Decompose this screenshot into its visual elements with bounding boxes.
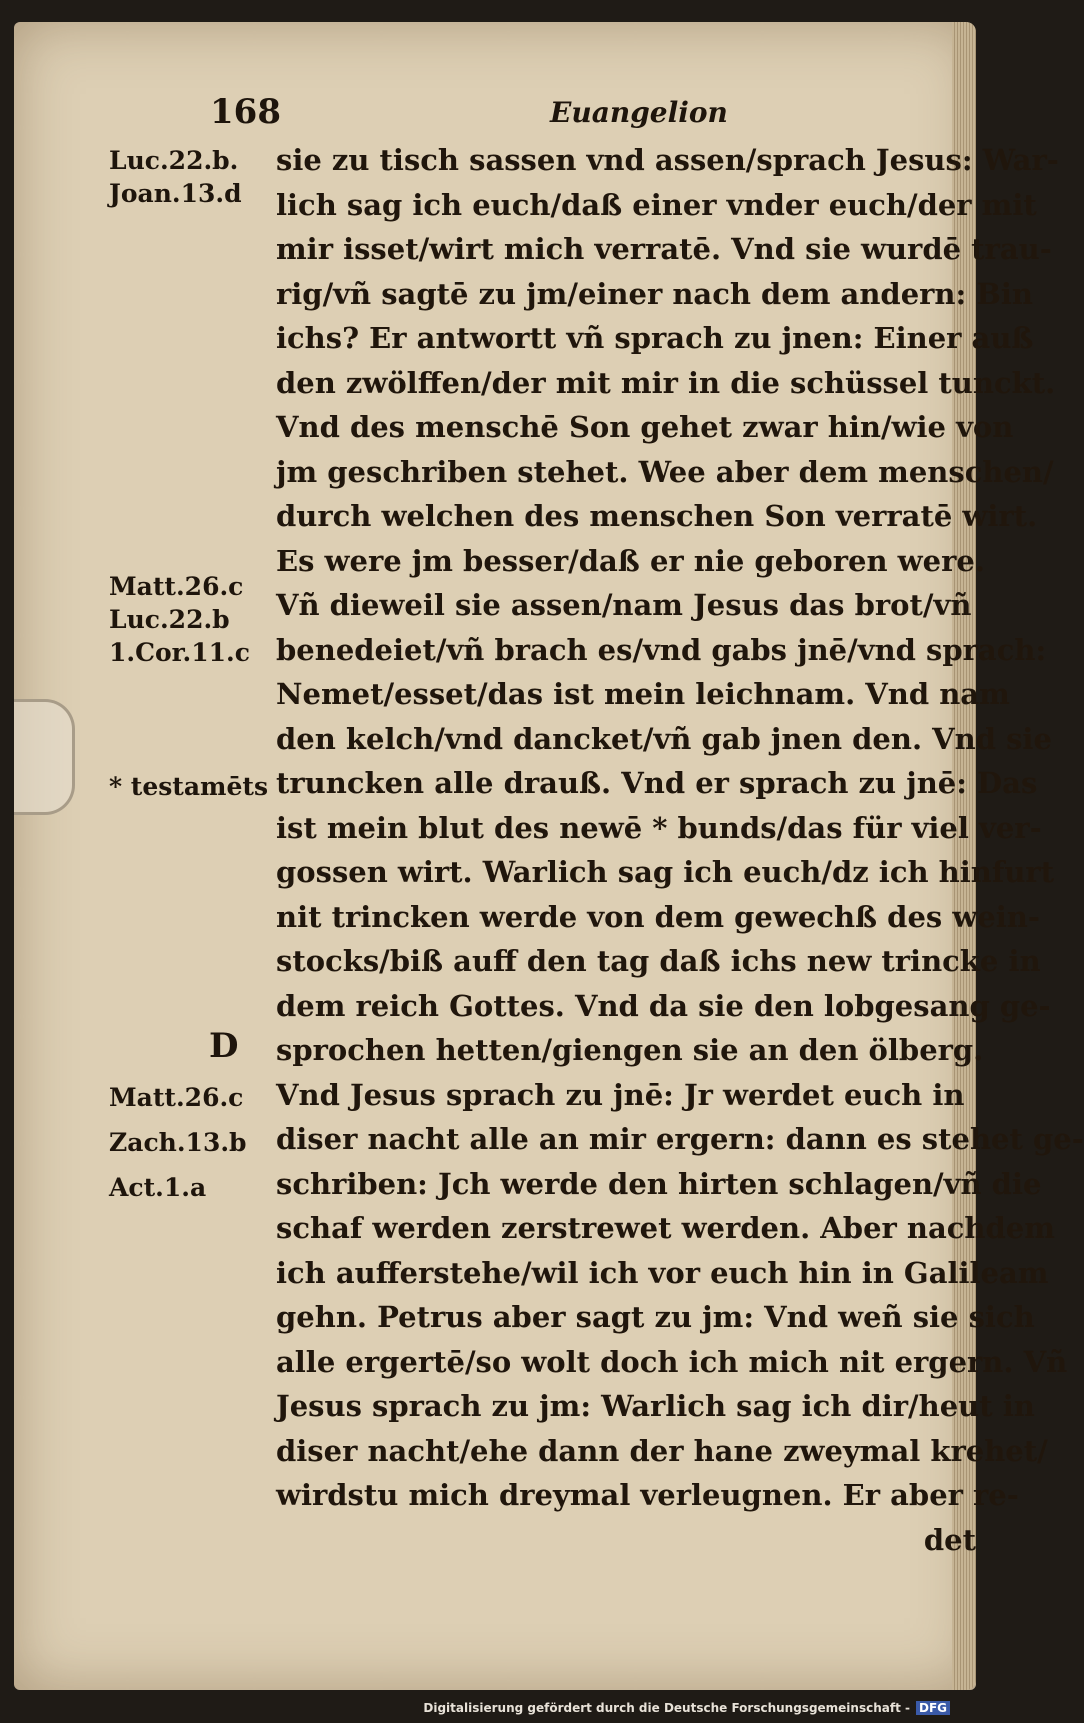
page-number: 168	[210, 92, 281, 132]
text-line: schriben: Jch werde den hirten schlagen/vñ die	[276, 1166, 1042, 1201]
margin-ref: 1.Cor.11.c	[109, 638, 250, 667]
margin-note	[109, 144, 279, 210]
text-line: schaf werden zerstrewet werden. Aber nachdem	[276, 1211, 1055, 1245]
margin-ref: Matt.26.c	[109, 572, 244, 601]
text-line: Es were jm besser/daß er nie geboren were.	[276, 543, 985, 578]
text-line: truncken alle drauß. Vnd er sprach zu jnē: Das	[276, 766, 1038, 800]
text-line: alle ergertē/so wolt doch ich mich nit ergern. Vñ	[276, 1344, 1068, 1379]
text-line: ichs? Er antwortt vñ sprach zu jnen: Einer auß	[276, 321, 1034, 355]
text-line: Vnd Jesus sprach zu jnē: Jr werdet euch in	[276, 1077, 965, 1112]
text-line: dem reich Gottes. Vnd da sie den lobgesang ge-	[276, 988, 1051, 1023]
margin-note	[109, 570, 279, 669]
text-line: mir isset/wirt mich verratē. Vnd sie wurdē trau-	[276, 232, 1052, 266]
book-page	[14, 22, 1084, 1690]
page-header	[210, 92, 916, 144]
text-line: gehn. Petrus aber sagt zu jm: Vnd weñ sie sich	[276, 1300, 1035, 1334]
margin-ref: D	[209, 1026, 239, 1066]
dfg-logo: DFG	[916, 1701, 950, 1715]
margin-ref: Luc.22.b	[109, 605, 230, 634]
text-line: den kelch/vnd dancket/vñ gab jnen den. Vnd sie	[276, 721, 1052, 756]
text-line: sprochen hetten/giengen sie an den ölberg.	[276, 1033, 984, 1067]
margin-note	[109, 1075, 279, 1210]
margin-ref: Matt.26.c	[109, 1083, 244, 1112]
text-line: det	[923, 1522, 976, 1557]
text-line: ist mein blut des newē * bunds/das für viel ver-	[276, 810, 1042, 845]
text-line: sie zu tisch sassen vnd assen/sprach Jesus: War-	[276, 143, 1059, 177]
margin-ref: Joan.13.d	[109, 179, 242, 208]
text-line: rig/vñ sagtē zu jm/einer nach dem andern: Bin	[276, 276, 1033, 311]
text-line: benedeiet/vñ brach es/vnd gabs jnē/vnd sprach:	[276, 632, 1047, 667]
margin-ref: Luc.22.b.	[109, 146, 239, 175]
text-line: Jesus sprach zu jm: Warlich sag ich dir/heut in	[276, 1389, 1035, 1423]
margin-ref: * testamēts	[109, 772, 269, 801]
text-line: jm geschriben stehet. Wee aber dem menschen/	[276, 454, 1054, 489]
text-line: Nemet/esset/das ist mein leichnam. Vnd nam	[276, 677, 1010, 711]
text-line: Vñ dieweil sie assen/nam Jesus das brot/vñ	[276, 588, 972, 622]
text-line: diser nacht alle an mir ergern: dann es stehet ge-	[276, 1122, 1084, 1156]
text-line: diser nacht/ehe dann der hane zweymal krehet/	[276, 1433, 1048, 1468]
margin-note	[109, 770, 279, 803]
running-title: Euangelion	[550, 96, 728, 129]
margin-ref: Zach.13.b	[109, 1128, 247, 1157]
text-line: ich aufferstehe/wil ich vor euch hin in Galileam	[276, 1255, 1049, 1290]
text-line: gossen wirt. Warlich sag ich euch/dz ich hinfurt	[276, 855, 1055, 889]
body-text	[276, 138, 1084, 1562]
page-clip	[14, 699, 75, 815]
text-line: Vnd des menschē Son gehet zwar hin/wie von	[276, 410, 1014, 444]
footer	[423, 1701, 950, 1715]
text-line: nit trincken werde von dem gewechß des wein-	[276, 899, 1040, 934]
text-line: den zwölffen/der mit mir in die schüssel tunckt.	[276, 365, 1056, 400]
text-line: stocks/biß auff den tag daß ichs new trincke in	[276, 944, 1041, 978]
footer-text: Digitalisierung gefördert durch die Deutsche Forschungsgemeinschaft -	[423, 1701, 910, 1715]
margin-ref: Act.1.a	[109, 1173, 207, 1202]
text-line: durch welchen des menschen Son verratē wirt.	[276, 499, 1038, 533]
text-line: lich sag ich euch/daß einer vnder euch/der mit	[276, 187, 1037, 222]
text-line: wirdstu mich dreymal verleugnen. Er aber re-	[276, 1478, 1019, 1512]
